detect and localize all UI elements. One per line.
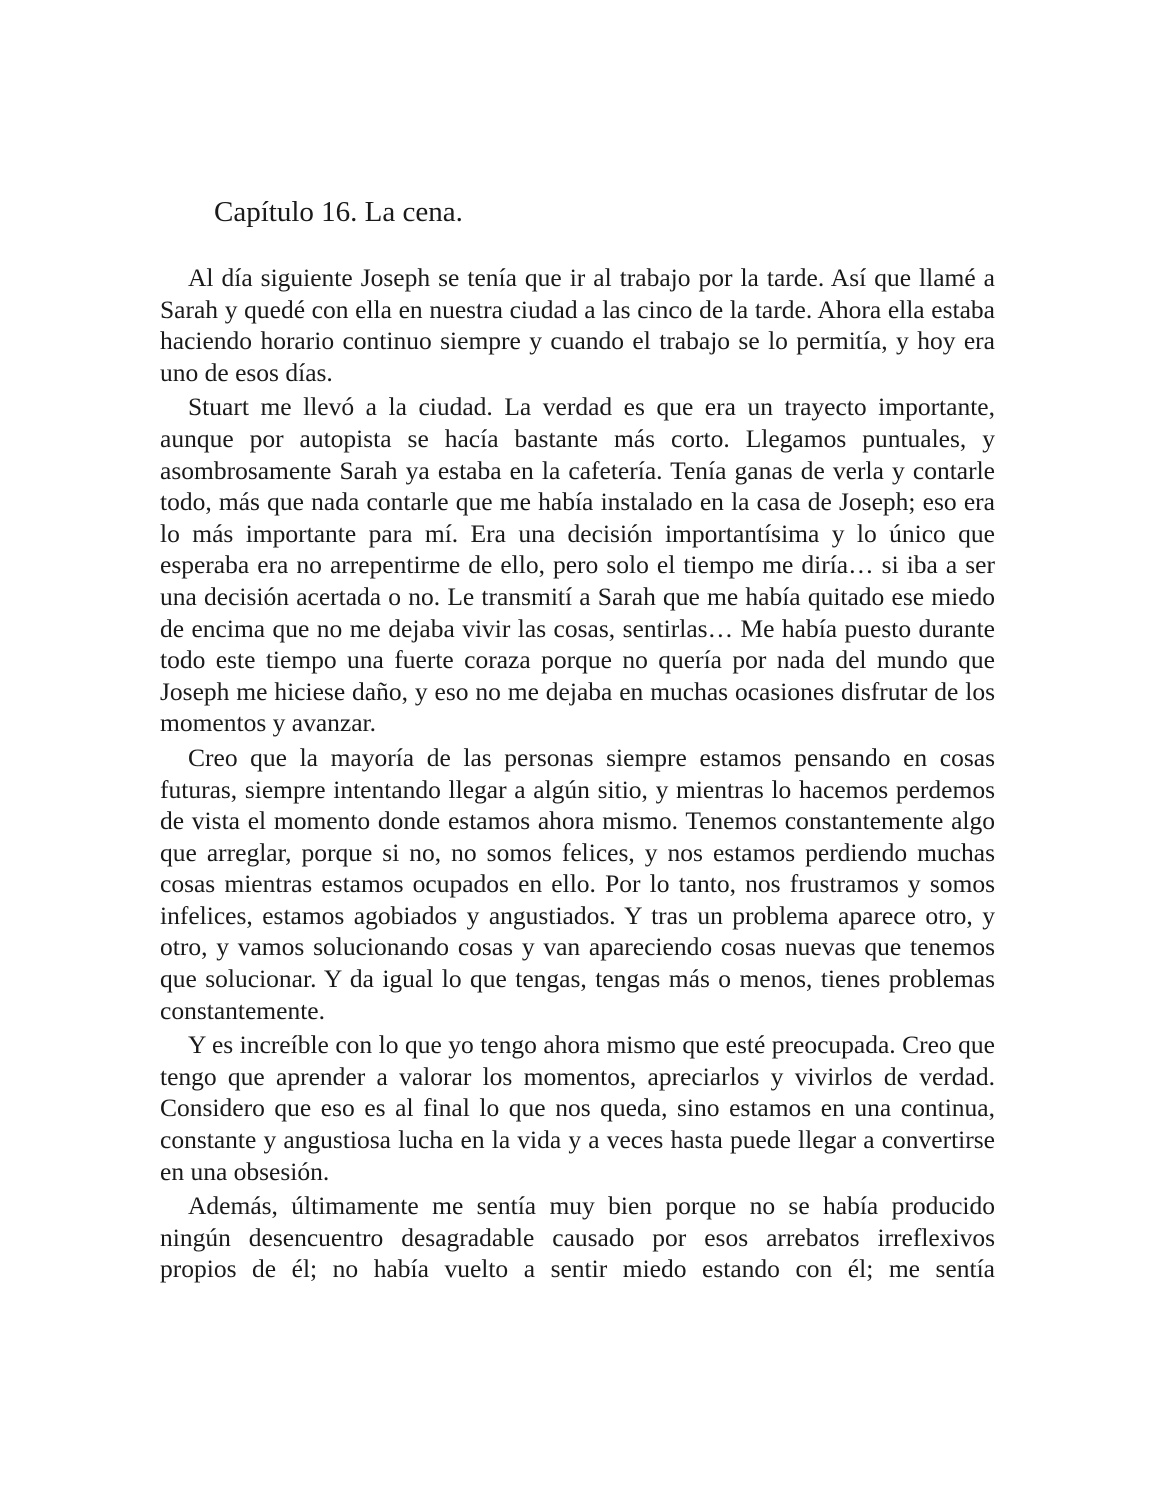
paragraph: Stuart me llevó a la ciudad. La verdad es que era un trayecto importante, aunque por autopista se hacía bastante más corto. Llegamos puntuales, y asombrosamente Sarah ya estaba en la cafetería. Tenía ganas de verla y contarle todo, más que nada contarle que me había instalado en la casa de Joseph; eso era lo más importante para mí. Era una decisión importantísima y lo único que esperaba era no arrepentirme de ello, pero solo el tiempo me diría… si iba a ser una decisión acertada o no. Le transmití a Sarah que me había quitado ese miedo de encima que no me dejaba vivir las cosas, sentirlas… Me había puesto durante todo este tiempo una fuerte coraza porque no quería por nada del mundo que Joseph me hiciese daño, y eso no me dejaba en muchas ocasiones disfrutar de los momentos y avanzar. xyxy=(160,392,995,738)
paragraph: Creo que la mayoría de las personas siempre estamos pensando en cosas futuras, siempre intentando llegar a algún sitio, y mientras lo hacemos perdemos de vista el momento donde estamos ahora mismo. Tenemos constantemente algo que arreglar, porque si no, no somos felices, y nos estamos perdiendo muchas cosas mientras estamos ocupados en ello. Por lo tanto, nos frustramos y somos infelices, estamos agobiados y angustiados. Y tras un problema aparece otro, y otro, y vamos solucionando cosas y van apareciendo cosas nuevas que tenemos que solucionar. Y da igual lo que tengas, tengas más o menos, tienes problemas constantemente. xyxy=(160,742,995,1025)
paragraph-continued: Además, últimamente me sentía muy bien porque no se había producido ningún desencuentro desagradable causado por esos arrebatos irreflexivos propios de él; no había vuelto a sentir miedo estando con él; me sentía xyxy=(160,1191,995,1284)
paragraph: Al día siguiente Joseph se tenía que ir al trabajo por la tarde. Así que llamé a Sarah y quedé con ella en nuestra ciudad a las cinco de la tarde. Ahora ella estaba haciendo horario continuo siempre y cuando el trabajo se lo permitía, y hoy era uno de esos días. xyxy=(160,263,995,387)
chapter-title: Capítulo 16. La cena. xyxy=(214,196,463,228)
paragraph: Y es increíble con lo que yo tengo ahora mismo que esté preocupada. Creo que tengo que aprender a valorar los momentos, apreciarlos y vivirlos de verdad. Considero que eso es al final lo que nos queda, sino estamos en una continua, constante y angustiosa lucha en la vida y a veces hasta puede llegar a convertirse en una obsesión. xyxy=(160,1030,995,1186)
chapter-body xyxy=(160,262,995,1288)
